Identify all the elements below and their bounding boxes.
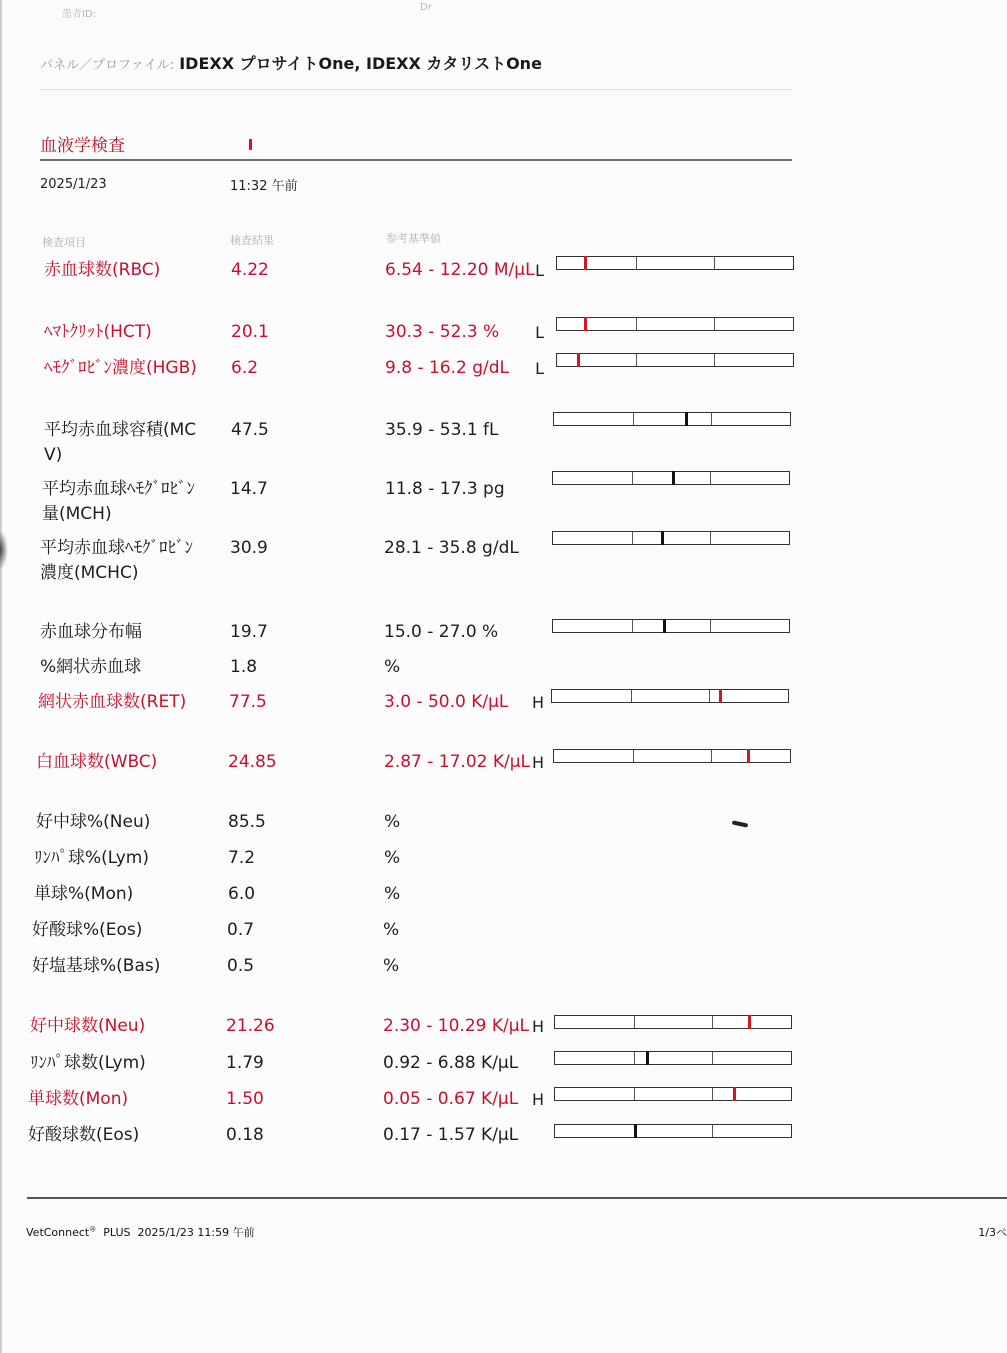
test-result: 85.5: [228, 812, 266, 832]
test-name: 赤血球数(RBC): [44, 260, 161, 280]
range-bar-divider: [632, 472, 633, 484]
page-edge: [0, 0, 2, 1353]
range-bar-marker: [584, 256, 587, 270]
patient-id-label: 患者ID:: [62, 9, 97, 20]
range-bar: [552, 531, 790, 545]
test-result: 0.5: [227, 956, 255, 976]
range-bar-divider: [632, 532, 633, 544]
range-bar-divider: [712, 1088, 713, 1100]
range-bar-divider: [710, 532, 711, 544]
range-bar-marker: [634, 1124, 637, 1138]
range-bar-divider: [714, 257, 715, 269]
result-flag: H: [531, 1017, 544, 1036]
range-bar: [552, 619, 790, 633]
test-name: 好酸球数(Eos): [28, 1125, 140, 1145]
range-bar-marker: [672, 471, 675, 485]
test-time: 11:32 午前: [230, 179, 298, 194]
test-date: 2025/1/23: [40, 177, 107, 192]
test-name: ﾘﾝﾊﾟ球数(Lym): [30, 1053, 146, 1073]
range-bar: [554, 1015, 792, 1029]
test-name: 赤血球分布幅: [40, 622, 142, 642]
test-result: 1.50: [226, 1089, 264, 1109]
reference-range: 0.17 - 1.57 K/μL: [383, 1125, 519, 1145]
reference-range: %: [384, 812, 401, 832]
reference-range: 28.1 - 35.8 g/dL: [384, 538, 519, 558]
section-title: 血液学検査: [40, 136, 125, 156]
test-name: ﾍﾏﾄｸﾘｯﾄ(HCT): [44, 322, 152, 342]
range-bar: [556, 353, 794, 367]
test-name: 平均赤血球ﾍﾓｸﾞﾛﾋﾞﾝ濃度(MCHC): [40, 538, 193, 583]
reference-range: 35.9 - 53.1 fL: [385, 420, 499, 440]
test-name: 網状赤血球数(RET): [38, 692, 187, 712]
section-divider: [40, 159, 792, 161]
footer-brand: VetConnect: [26, 1226, 90, 1239]
test-result: 1.79: [226, 1053, 264, 1073]
panel-label: パネル／プロファイル:: [40, 58, 175, 73]
test-result: 20.1: [231, 322, 269, 342]
range-bar: [556, 317, 794, 331]
test-result: 6.0: [228, 884, 256, 904]
reference-range: %: [383, 956, 400, 976]
reference-range: %: [384, 848, 401, 868]
test-result: 24.85: [228, 752, 277, 772]
page-number: 1/3ペ: [978, 1226, 1007, 1239]
result-flag: L: [535, 323, 544, 342]
reference-range: %: [383, 920, 400, 940]
range-bar-divider: [712, 1016, 713, 1028]
test-name: 単球数(Mon): [28, 1089, 129, 1109]
range-bar-divider: [634, 1016, 635, 1028]
test-result: 19.7: [230, 622, 268, 642]
range-bar-marker: [747, 749, 750, 763]
test-name: 単球%(Mon): [34, 884, 134, 904]
test-result: 77.5: [229, 692, 267, 712]
range-bar-divider: [636, 257, 637, 269]
reference-range: 2.87 - 17.02 K/μL: [384, 752, 531, 772]
range-bar: [554, 1051, 792, 1065]
reference-range: 15.0 - 27.0 %: [384, 622, 499, 642]
test-result: 30.9: [230, 538, 268, 558]
range-bar-divider: [632, 620, 633, 632]
test-result: 47.5: [231, 420, 269, 440]
range-bar-divider: [714, 354, 715, 366]
reference-range: 0.92 - 6.88 K/μL: [383, 1053, 519, 1073]
range-bar-divider: [710, 620, 711, 632]
test-name: 好中球%(Neu): [36, 812, 151, 832]
doctor-label: Dr: [420, 2, 432, 13]
range-bar-divider: [709, 690, 710, 702]
test-result: 14.7: [230, 479, 268, 499]
range-bar-marker: [661, 531, 664, 545]
range-bar-marker: [663, 619, 666, 633]
range-bar-divider: [712, 1125, 713, 1137]
range-bar: [551, 689, 789, 703]
test-result: 0.7: [227, 920, 255, 940]
reference-range: 11.8 - 17.3 pg: [385, 479, 505, 499]
test-name: ﾍﾓｸﾞﾛﾋﾞﾝ濃度(HGB): [44, 358, 197, 378]
reference-range: 3.0 - 50.0 K/μL: [384, 692, 509, 712]
range-bar-marker: [719, 689, 722, 703]
range-bar-divider: [633, 750, 634, 762]
result-flag: L: [535, 359, 544, 378]
test-name: 好中球数(Neu): [30, 1016, 146, 1036]
range-bar-divider: [711, 750, 712, 762]
range-bar-marker: [733, 1087, 736, 1101]
range-bar-marker: [577, 353, 580, 367]
result-flag: H: [531, 1090, 544, 1109]
reference-range: 0.05 - 0.67 K/μL: [383, 1089, 519, 1109]
test-result: 1.8: [230, 657, 258, 677]
panel-value: IDEXX プロサイトOne, IDEXX カタリストOne: [179, 54, 542, 73]
range-bar: [554, 1087, 792, 1101]
test-name: 好酸球%(Eos): [32, 920, 143, 940]
reference-range: %: [384, 884, 401, 904]
range-bar: [553, 412, 791, 426]
column-header-item: 検査項目: [42, 236, 86, 249]
range-bar-marker: [584, 317, 587, 331]
scan-shadow: [0, 530, 8, 570]
footer-divider: [27, 1197, 1007, 1199]
range-bar-divider: [712, 1052, 713, 1064]
test-name: 好塩基球%(Bas): [32, 956, 161, 976]
test-name: 白血球数(WBC): [36, 752, 158, 772]
range-bar-divider: [631, 690, 632, 702]
reference-range: 2.30 - 10.29 K/μL: [383, 1016, 530, 1036]
range-bar-marker: [748, 1015, 751, 1029]
reference-range: 30.3 - 52.3 %: [385, 322, 500, 342]
range-bar-divider: [634, 1088, 635, 1100]
scan-smudge: [732, 820, 748, 827]
test-result: 7.2: [228, 848, 256, 868]
reference-range: 9.8 - 16.2 g/dL: [385, 358, 510, 378]
test-result: 4.22: [231, 260, 269, 280]
panel-line: [40, 51, 542, 74]
range-bar: [552, 471, 790, 485]
test-result: 21.26: [226, 1016, 275, 1036]
range-bar-divider: [634, 1052, 635, 1064]
test-result: 6.2: [231, 358, 259, 378]
column-header-result: 検査結果: [230, 234, 274, 247]
range-bar-marker: [685, 412, 688, 426]
range-bar-divider: [714, 318, 715, 330]
reference-range: %: [384, 657, 401, 677]
result-flag: H: [531, 753, 544, 772]
result-flag: H: [531, 693, 544, 712]
range-bar-divider: [710, 472, 711, 484]
footer-timestamp: 2025/1/23 11:59 午前: [137, 1226, 255, 1239]
header-divider: [40, 89, 792, 90]
reference-range: 6.54 - 12.20 M/μL: [385, 260, 535, 280]
range-bar-marker: [646, 1051, 649, 1065]
range-bar-divider: [636, 318, 637, 330]
range-bar-divider: [636, 354, 637, 366]
column-header-reference: 参考基準値: [386, 232, 441, 245]
range-bar: [554, 1124, 792, 1138]
range-bar-divider: [711, 413, 712, 425]
test-name: ﾘﾝﾊﾟ球%(Lym): [34, 848, 149, 868]
test-name: 平均赤血球ﾍﾓｸﾞﾛﾋﾞﾝ量(MCH): [42, 479, 195, 524]
section-red-mark: [249, 139, 252, 150]
footer-plus: PLUS: [103, 1226, 131, 1239]
result-flag: L: [535, 261, 544, 280]
range-bar-divider: [633, 413, 634, 425]
footer-brand-mark: ®: [89, 1225, 97, 1234]
test-result: 0.18: [226, 1125, 264, 1145]
range-bar: [556, 256, 794, 270]
footer-info: [26, 1224, 255, 1240]
test-name: %網状赤血球: [40, 657, 142, 677]
test-name: 平均赤血球容積(MCV): [44, 420, 197, 465]
range-bar: [553, 749, 791, 763]
